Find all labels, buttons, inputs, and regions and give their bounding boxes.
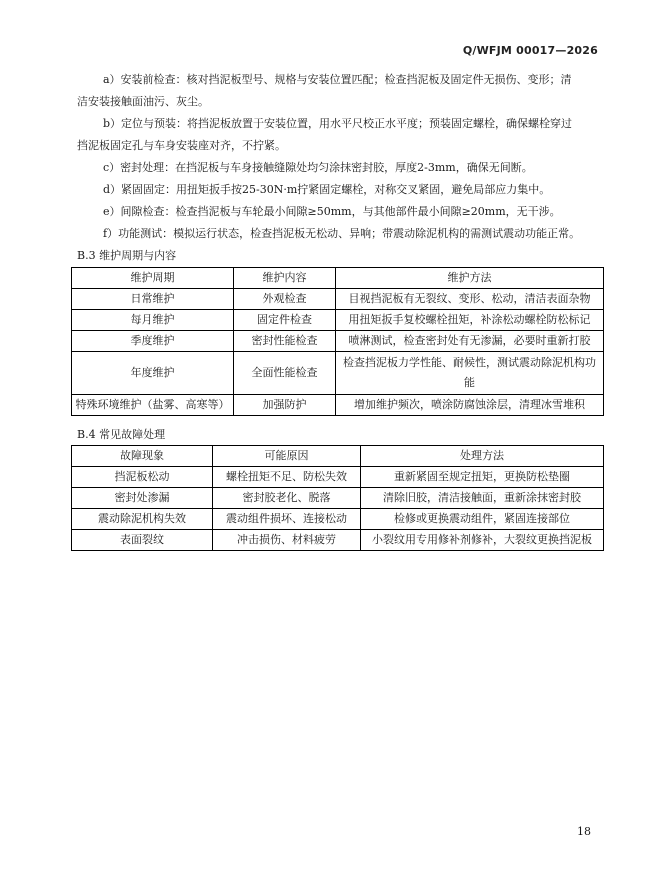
table-cell: 密封性能检查 [234,331,336,352]
table-cell: 全面性能检查 [234,352,336,395]
section-b4-title: B.4 常见故障处理 [77,428,166,441]
table-cell: 增加维护频次，喷涂防腐蚀涂层，清理冰雪堆积 [336,395,604,416]
table-header-row [72,446,604,467]
step-f-paragraph [77,223,597,245]
table-cell: 清除旧胶，清洁接触面，重新涂抹密封胶 [361,488,604,509]
step-a-line-2: 洁安装接触面油污、灰尘。 [77,95,209,108]
document-code: Q/WFJM 00017—2026 [462,44,598,57]
step-a-paragraph [77,69,597,113]
step-a-line-1: a）安装前检查：核对挡泥板型号、规格与安装位置匹配；检查挡泥板及固定件无损伤、变形；清 [103,73,572,86]
header-cell: 维护内容 [234,268,336,289]
table-cell: 挡泥板松动 [72,467,213,488]
maintenance-table [71,267,604,416]
table-cell: 螺栓扭矩不足、防松失效 [213,467,361,488]
table-cell: 年度维护 [72,352,234,395]
table-cell: 表面裂纹 [72,530,213,551]
header-cell: 可能原因 [213,446,361,467]
table-cell: 小裂纹用专用修补剂修补，大裂纹更换挡泥板 [361,530,604,551]
table-row [72,352,604,395]
table-cell: 加强防护 [234,395,336,416]
table-cell: 检查挡泥板力学性能、耐候性，测试震动除泥机构功能 [336,352,604,395]
step-b-line-2: 挡泥板固定孔与车身安装座对齐，不拧紧。 [77,139,286,152]
step-b-line-1: b）定位与预装：将挡泥板放置于安装位置，用水平尺校正水平度；预装固定螺栓，确保螺栓穿过 [103,117,573,130]
step-d-line-1: d）紧固固定：用扭矩扳手按25-30N·m拧紧固定螺栓，对称交叉紧固，避免局部应力集中。 [103,183,551,196]
fault-table [71,445,604,551]
table-row [72,310,604,331]
table-cell: 震动除泥机构失效 [72,509,213,530]
table-cell: 每月维护 [72,310,234,331]
table-row [72,289,604,310]
table-cell: 固定件检查 [234,310,336,331]
table-cell: 密封处渗漏 [72,488,213,509]
header-cell: 维护方法 [336,268,604,289]
step-f-line-1: f）功能测试：模拟运行状态，检查挡泥板无松动、异响；带震动除泥机构的需测试震动功能正常。 [103,227,581,240]
table-row [72,530,604,551]
table-cell: 日常维护 [72,289,234,310]
table-cell: 检修或更换震动组件，紧固连接部位 [361,509,604,530]
page-number: 18 [577,825,591,838]
step-b-paragraph [77,113,597,157]
step-c-paragraph [77,157,597,179]
table-row [72,509,604,530]
table-row [72,331,604,352]
table-cell: 冲击损伤、材料疲劳 [213,530,361,551]
table-row [72,467,604,488]
header-cell: 维护周期 [72,268,234,289]
table-cell: 密封胶老化、脱落 [213,488,361,509]
step-d-paragraph [77,179,597,201]
table-cell: 重新紧固至规定扭矩，更换防松垫圈 [361,467,604,488]
step-e-paragraph [77,201,597,223]
table-cell: 外观检查 [234,289,336,310]
table-cell: 目视挡泥板有无裂纹、变形、松动，清洁表面杂物 [336,289,604,310]
table-cell: 喷淋测试，检查密封处有无渗漏，必要时重新打胶 [336,331,604,352]
table-cell: 季度维护 [72,331,234,352]
table-header-row [72,268,604,289]
table-cell: 用扭矩扳手复校螺栓扭矩，补涂松动螺栓防松标记 [336,310,604,331]
header-cell: 处理方法 [361,446,604,467]
table-row [72,395,604,416]
section-b3-title: B.3 维护周期与内容 [77,249,177,262]
table-cell: 特殊环境维护（盐雾、高寒等） [72,395,234,416]
table-row [72,488,604,509]
header-cell: 故障现象 [72,446,213,467]
table-cell: 震动组件损坏、连接松动 [213,509,361,530]
step-e-line-1: e）间隙检查：检查挡泥板与车轮最小间隙≥50mm，与其他部件最小间隙≥20mm，无干涉。 [103,205,561,218]
step-c-line-1: c）密封处理：在挡泥板与车身接触缝隙处均匀涂抹密封胶，厚度2-3mm，确保无间断。 [103,161,533,174]
